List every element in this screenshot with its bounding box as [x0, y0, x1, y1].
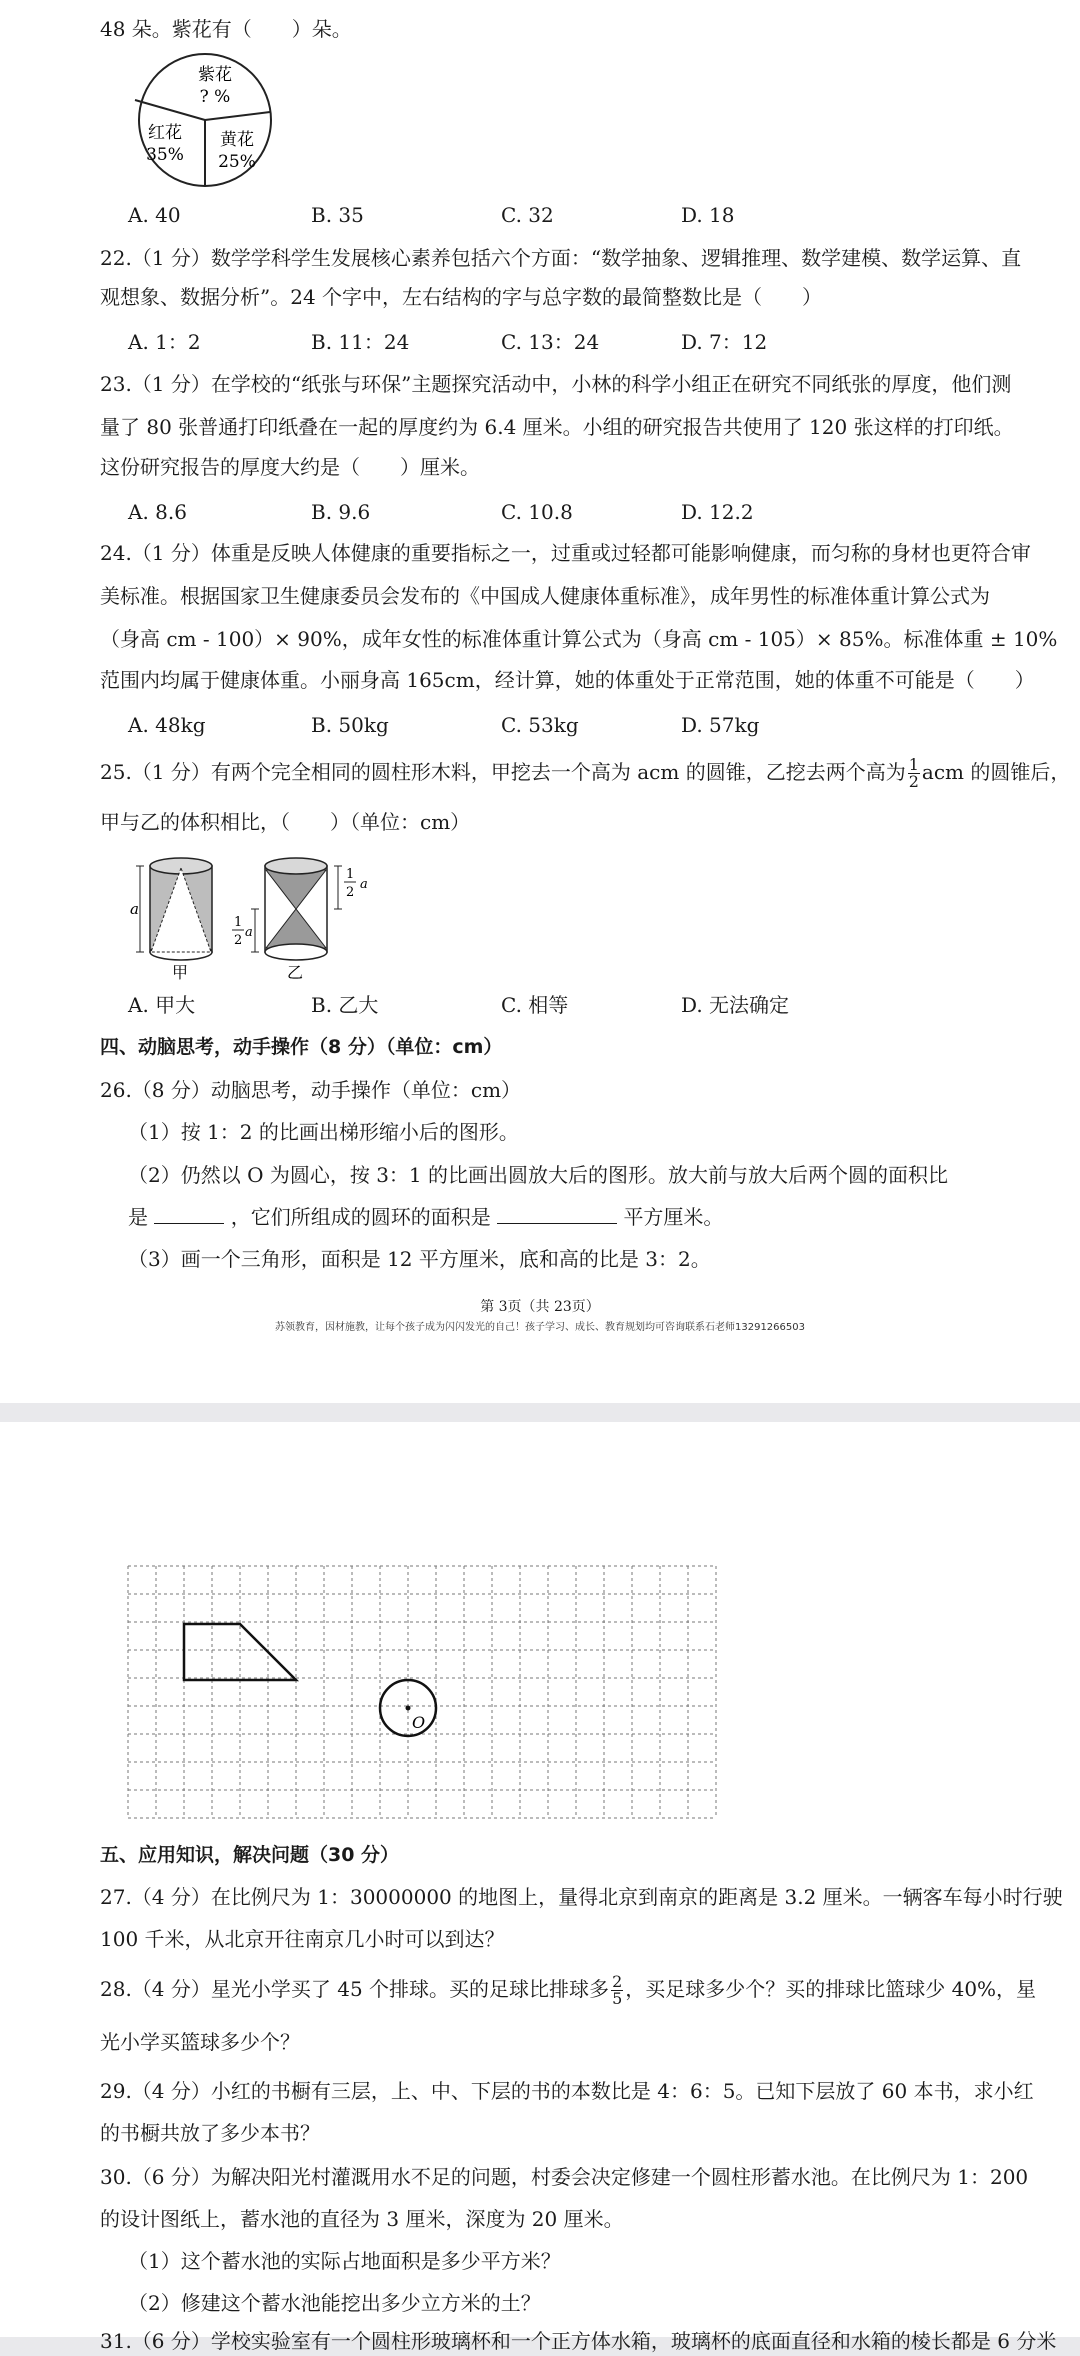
q28-line-1-end: ，买足球多少个？买的排球比篮球少 40%，星 — [625, 1977, 1037, 2001]
q23-option-d[interactable]: D. 12.2 — [681, 500, 754, 524]
jia-label: 甲 — [172, 963, 189, 982]
q30-line-1: 30.（6 分）为解决阳光村灌溉用水不足的问题，村委会决定修建一个圆柱形蓄水池。在比例尺为 1：200 — [100, 2165, 1029, 2189]
q25-line-1-start: 25.（1 分）有两个完全相同的圆柱形木料，甲挖去一个高为 acm 的圆锥，乙挖去两个高为 — [100, 760, 906, 784]
q25-option-c[interactable]: C. 相等 — [501, 993, 569, 1017]
q25-line-1-end: acm 的圆锥后， — [921, 760, 1071, 784]
q24-line-3: （身高 cm - 100）× 90%，成年女性的标准体重计算公式为（身高 cm - 105）× 85%。标准体重 ± 10% — [100, 627, 1058, 651]
q21-option-c[interactable]: C. 32 — [501, 203, 554, 227]
circle-center-dot — [406, 1706, 411, 1711]
answer-blank-area[interactable] — [497, 1205, 617, 1224]
q23-option-b[interactable]: B. 9.6 — [311, 500, 371, 524]
q24-line-4: 范围内均属于健康体重。小丽身高 165cm，经计算，她的体重处于正常范围，她的体重不可能是（ ） — [100, 668, 1035, 692]
q27-line-2: 100 千米，从北京开往南京几小时可以到达？ — [100, 1927, 505, 1951]
q23-line-3: 这份研究报告的厚度大约是（ ）厘米。 — [100, 455, 480, 479]
pie-label-purple: 紫花 — [198, 65, 232, 85]
q26-line: 26.（8 分）动脑思考，动手操作（单位：cm） — [100, 1078, 522, 1102]
q30-line-2: 的设计图纸上，蓄水池的直径为 3 厘米，深度为 20 厘米。 — [100, 2207, 624, 2231]
q22-line-2: 观想象、数据分析”。24 个字中，左右结构的字与总字数的最简整数比是（ ） — [100, 285, 823, 309]
q22-option-b[interactable]: B. 11：24 — [311, 330, 410, 354]
cylinder-jia — [130, 858, 212, 982]
q23-options — [128, 497, 1028, 527]
page-footer-number: 第 3页（共 23页） — [480, 1299, 600, 1315]
q24-options — [128, 710, 1028, 740]
q28-fraction — [611, 1974, 623, 2007]
q22-options — [128, 327, 1028, 357]
pie-label-red: 红花 — [148, 123, 182, 143]
q24-option-a[interactable]: A. 48kg — [128, 713, 206, 737]
q28-line-1 — [100, 1974, 1040, 2007]
q25-fraction-den: 2 — [908, 772, 919, 791]
q26-sub-2-line-1: （2）仍然以 O 为圆心，按 3：1 的比画出圆放大后的图形。放大前与放大后两个圆的面积比 — [128, 1163, 948, 1187]
q24-line-1: 24.（1 分）体重是反映人体健康的重要指标之一，过重或过轻都可能影响健康，而匀称的身材也更符合审 — [100, 541, 1031, 565]
q22-option-a[interactable]: A. 1：2 — [128, 330, 201, 354]
grid-lines — [128, 1566, 716, 1818]
q29-line-1: 29.（4 分）小红的书橱有三层，上、中、下层的书的本数比是 4：6：5。已知下层放了 60 本书，求小红 — [100, 2079, 1034, 2103]
q24-line-2: 美标准。根据国家卫生健康委员会发布的《中国成人健康体重标准》，成年男性的标准体重计算公式为 — [100, 584, 990, 608]
q26-text-shi: 是 — [128, 1205, 148, 1229]
section-5-title: 五、应用知识，解决问题（30 分） — [100, 1844, 400, 1866]
q29-line-2: 的书橱共放了多少本书？ — [100, 2121, 320, 2145]
yi-upper-half-a: a — [360, 877, 368, 892]
pie-label-yellow: 黄花 — [220, 130, 254, 150]
q27-line-1: 27.（4 分）在比例尺为 1：30000000 的地图上，量得北京到南京的距离是 3.2 厘米。一辆客车每小时行驶 — [100, 1885, 1063, 1909]
q25-options — [128, 990, 1028, 1020]
pie-value-yellow: 25% — [218, 152, 256, 172]
yi-lower-half-num: 1 — [234, 915, 243, 930]
q28-fraction-den: 5 — [612, 1989, 623, 2008]
answer-blank-ratio[interactable] — [154, 1205, 224, 1224]
q31-line-1-partial: 31.（6 分）学校实验室有一个圆柱形玻璃杯和一个正方体水箱，玻璃杯的底面直径和水箱的棱长都是 6 分米 — [100, 2329, 1057, 2353]
q21-option-b[interactable]: B. 35 — [311, 203, 364, 227]
q23-line-1: 23.（1 分）在学校的“纸张与环保”主题探究活动中，小林的科学小组正在研究不同纸张的厚度，他们测 — [100, 372, 1012, 396]
page-footer-ad: 苏领教育，因材施教，让每个孩子成为闪闪发光的自己！孩子学习、成长、教育规划均可咨询联系石老师13291266503 — [275, 1322, 805, 1333]
q21-options — [128, 200, 1028, 230]
q25-line-1 — [100, 755, 1071, 791]
q28-line-2: 光小学买篮球多少个？ — [100, 2030, 300, 2054]
q24-option-d[interactable]: D. 57kg — [681, 713, 760, 737]
q28-line-1-start: 28.（4 分）星光小学买了 45 个排球。买的足球比排球多 — [100, 1977, 610, 2001]
q26-sub-1: （1）按 1：2 的比画出梯形缩小后的图形。 — [128, 1120, 519, 1144]
yi-upper-half-num: 1 — [346, 867, 355, 882]
q26-text-ring: ，它们所组成的圆环的面积是 — [230, 1205, 491, 1229]
cylinder-yi — [232, 858, 368, 982]
exam-page-4 — [0, 1422, 1080, 2353]
q25-option-a[interactable]: A. 甲大 — [128, 993, 196, 1017]
q25-line-2: 甲与乙的体积相比，（ ）（单位：cm） — [100, 810, 471, 834]
q22-line-1: 22.（1 分）数学学科学生发展核心素养包括六个方面：“数学抽象、逻辑推理、数学建模、数学运算、直 — [100, 246, 1022, 270]
q23-option-c[interactable]: C. 10.8 — [501, 500, 573, 524]
section-4-title: 四、动脑思考，动手操作（8 分）（单位：cm） — [100, 1036, 503, 1058]
q21-option-d[interactable]: D. 18 — [681, 203, 735, 227]
q23-line-2: 量了 80 张普通打印纸叠在一起的厚度约为 6.4 厘米。小组的研究报告共使用了 120 张这样的打印纸。 — [100, 415, 1014, 439]
pie-chart — [125, 50, 285, 190]
q26-sub-3: （3）画一个三角形，面积是 12 平方厘米，底和高的比是 3：2。 — [128, 1247, 711, 1271]
q26-text-unit: 平方厘米。 — [623, 1205, 724, 1229]
q30-sub-2: （2）修建这个蓄水池能挖出多少立方米的土？ — [128, 2291, 541, 2315]
q28-fraction-num: 2 — [612, 1972, 623, 1991]
yi-label: 乙 — [287, 963, 304, 982]
q25-fraction — [908, 757, 920, 790]
yi-upper-half-den: 2 — [346, 885, 355, 900]
q25-option-b[interactable]: B. 乙大 — [311, 993, 379, 1017]
pie-value-purple: ? % — [199, 87, 231, 107]
yi-lower-half-den: 2 — [234, 933, 243, 948]
pie-value-red: 35% — [146, 145, 184, 165]
q30-sub-1: （1）这个蓄水池的实际占地面积是多少平方米？ — [128, 2249, 561, 2273]
q21-text-tail: 48 朵。紫花有（ ）朵。 — [100, 17, 352, 41]
q22-option-c[interactable]: C. 13：24 — [501, 330, 600, 354]
q23-option-a[interactable]: A. 8.6 — [128, 500, 187, 524]
yi-lower-half-a: a — [245, 925, 253, 940]
q24-option-c[interactable]: C. 53kg — [501, 713, 579, 737]
jia-height-label: a — [130, 900, 139, 918]
q22-option-d[interactable]: D. 7：12 — [681, 330, 768, 354]
q26-sub-2-line-2 — [128, 1202, 1040, 1232]
q25-option-d[interactable]: D. 无法确定 — [681, 993, 790, 1017]
q24-option-b[interactable]: B. 50kg — [311, 713, 389, 737]
q21-option-a[interactable]: A. 40 — [128, 203, 181, 227]
circle-center-label: O — [412, 1713, 426, 1732]
cylinders-figure — [120, 852, 400, 982]
drawing-grid — [128, 1566, 720, 1826]
q25-fraction-num: 1 — [908, 755, 919, 774]
